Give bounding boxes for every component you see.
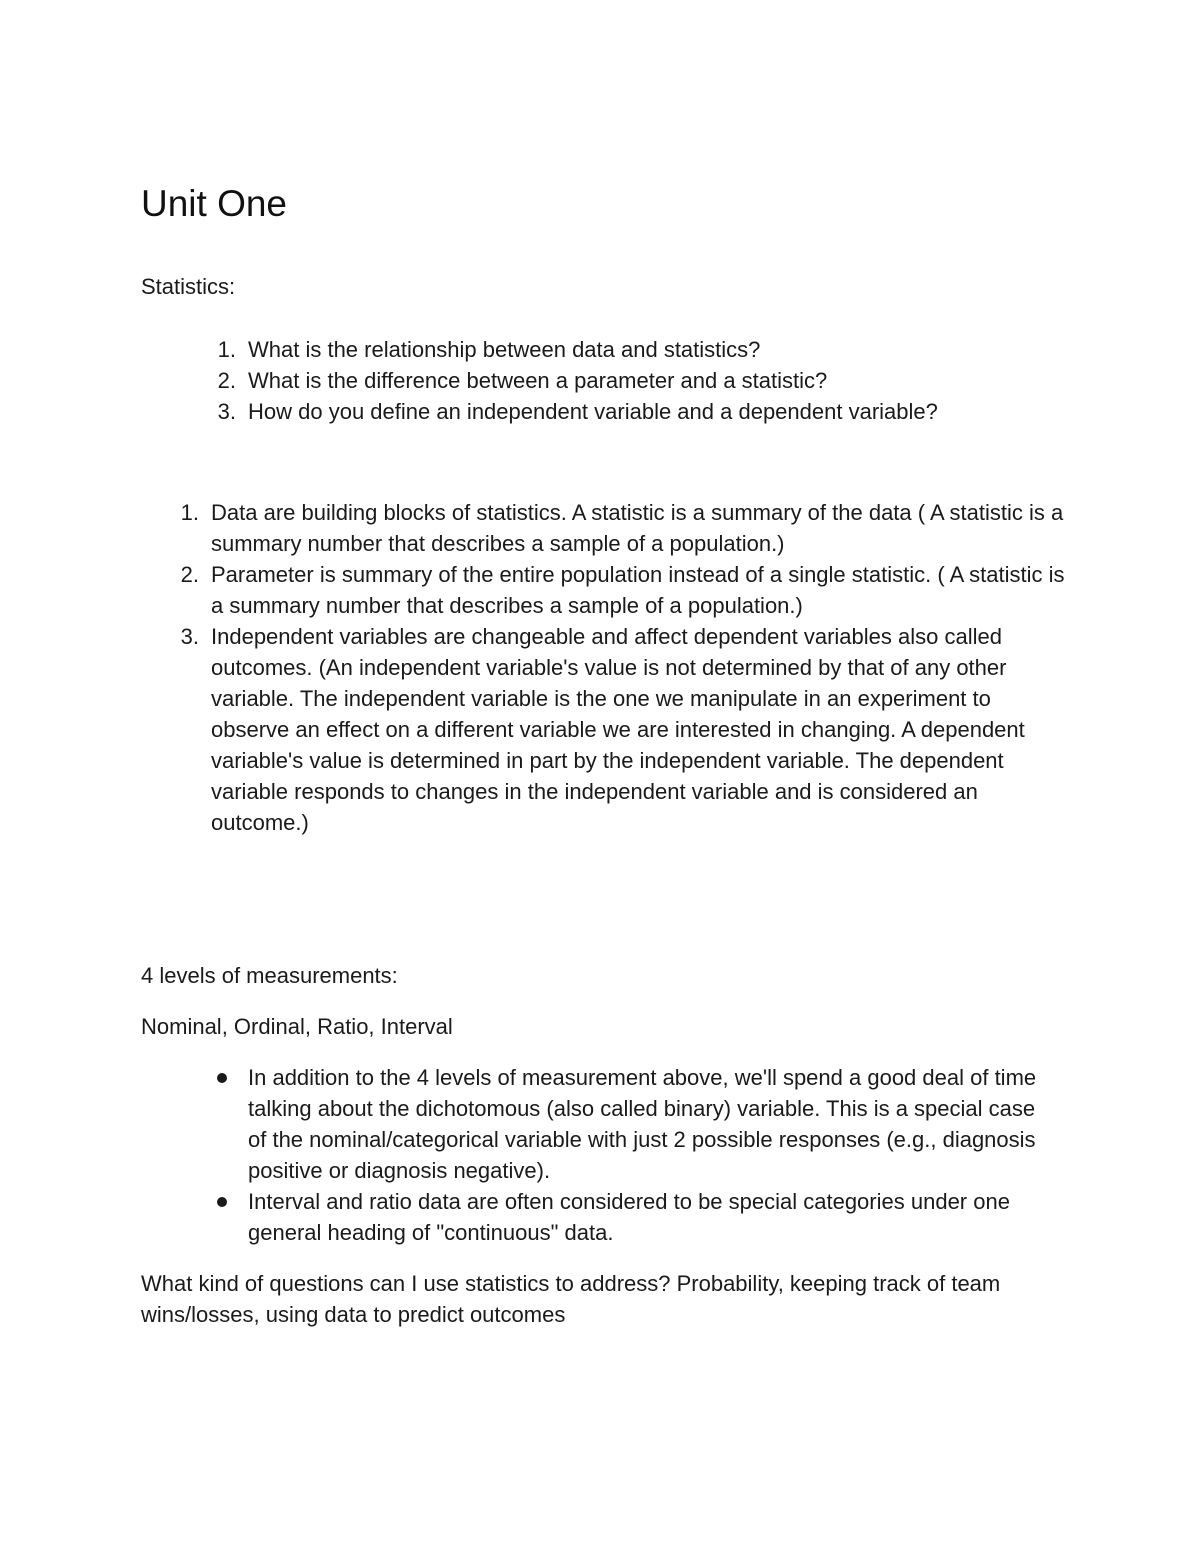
bullet-item	[248, 1186, 1058, 1248]
answer-item	[180, 559, 1071, 621]
answer-item	[180, 497, 1071, 559]
bullet-text: In addition to the 4 levels of measurement above, we'll spend a good deal of time talking about the dichotomous (also called binary) variable. This is a special case of the nominal/categorical variable with just 2 possible responses (e.g., diagnosis positive or diagnosis negative).	[248, 1065, 1037, 1183]
statistics-label: Statistics:	[141, 274, 236, 299]
bullet-icon	[217, 1197, 227, 1207]
list-number: 3.	[180, 624, 199, 649]
answer-text: Data are building blocks of statistics. A statistic is a summary of the data ( A statistic is a summary number that describes a sample of a population.)	[211, 500, 1064, 556]
question-text: What is the relationship between data and statistics?	[248, 337, 761, 362]
answer-text: Independent variables are changeable and affect dependent variables also called outcomes. (An independent variable's value is not determined by that of any other variable. The independent variable is the one we manipulate in an experiment to observe an effect on a different variable we are interested in changing. A dependent variable's value is determined in part by the independent variable. The dependent variable responds to changes in the independent variable and is considered an outcome.)	[211, 624, 1025, 835]
answer-text: Parameter is summary of the entire population instead of a single statistic. ( A statistic is a summary number that describes a sample of a population.)	[211, 562, 1065, 618]
answer-item	[180, 621, 1071, 838]
bullet-icon	[217, 1073, 227, 1083]
question-text: How do you define an independent variable and a dependent variable?	[248, 399, 938, 424]
closing-paragraph: What kind of questions can I use statistics to address? Probability, keeping track of team wins/losses, using data to predict outcomes	[141, 1271, 1001, 1327]
list-number: 3.	[217, 399, 236, 424]
page-title: Unit One	[141, 183, 288, 224]
list-number: 2.	[217, 368, 236, 393]
notes-bullet-list	[248, 1062, 1058, 1248]
questions-list	[217, 334, 1048, 427]
question-text: What is the difference between a parameter and a statistic?	[248, 368, 828, 393]
levels-heading: 4 levels of measurements:	[141, 963, 398, 988]
list-number: 1.	[217, 337, 236, 362]
question-item	[217, 334, 1048, 365]
list-number: 2.	[180, 562, 199, 587]
bullet-item	[248, 1062, 1058, 1186]
levels-list: Nominal, Ordinal, Ratio, Interval	[141, 1014, 453, 1039]
question-item	[217, 396, 1048, 427]
question-item	[217, 365, 1048, 396]
list-number: 1.	[180, 500, 199, 525]
bullet-text: Interval and ratio data are often considered to be special categories under one general heading of "continuous" data.	[248, 1189, 1010, 1245]
answers-list	[180, 497, 1071, 838]
